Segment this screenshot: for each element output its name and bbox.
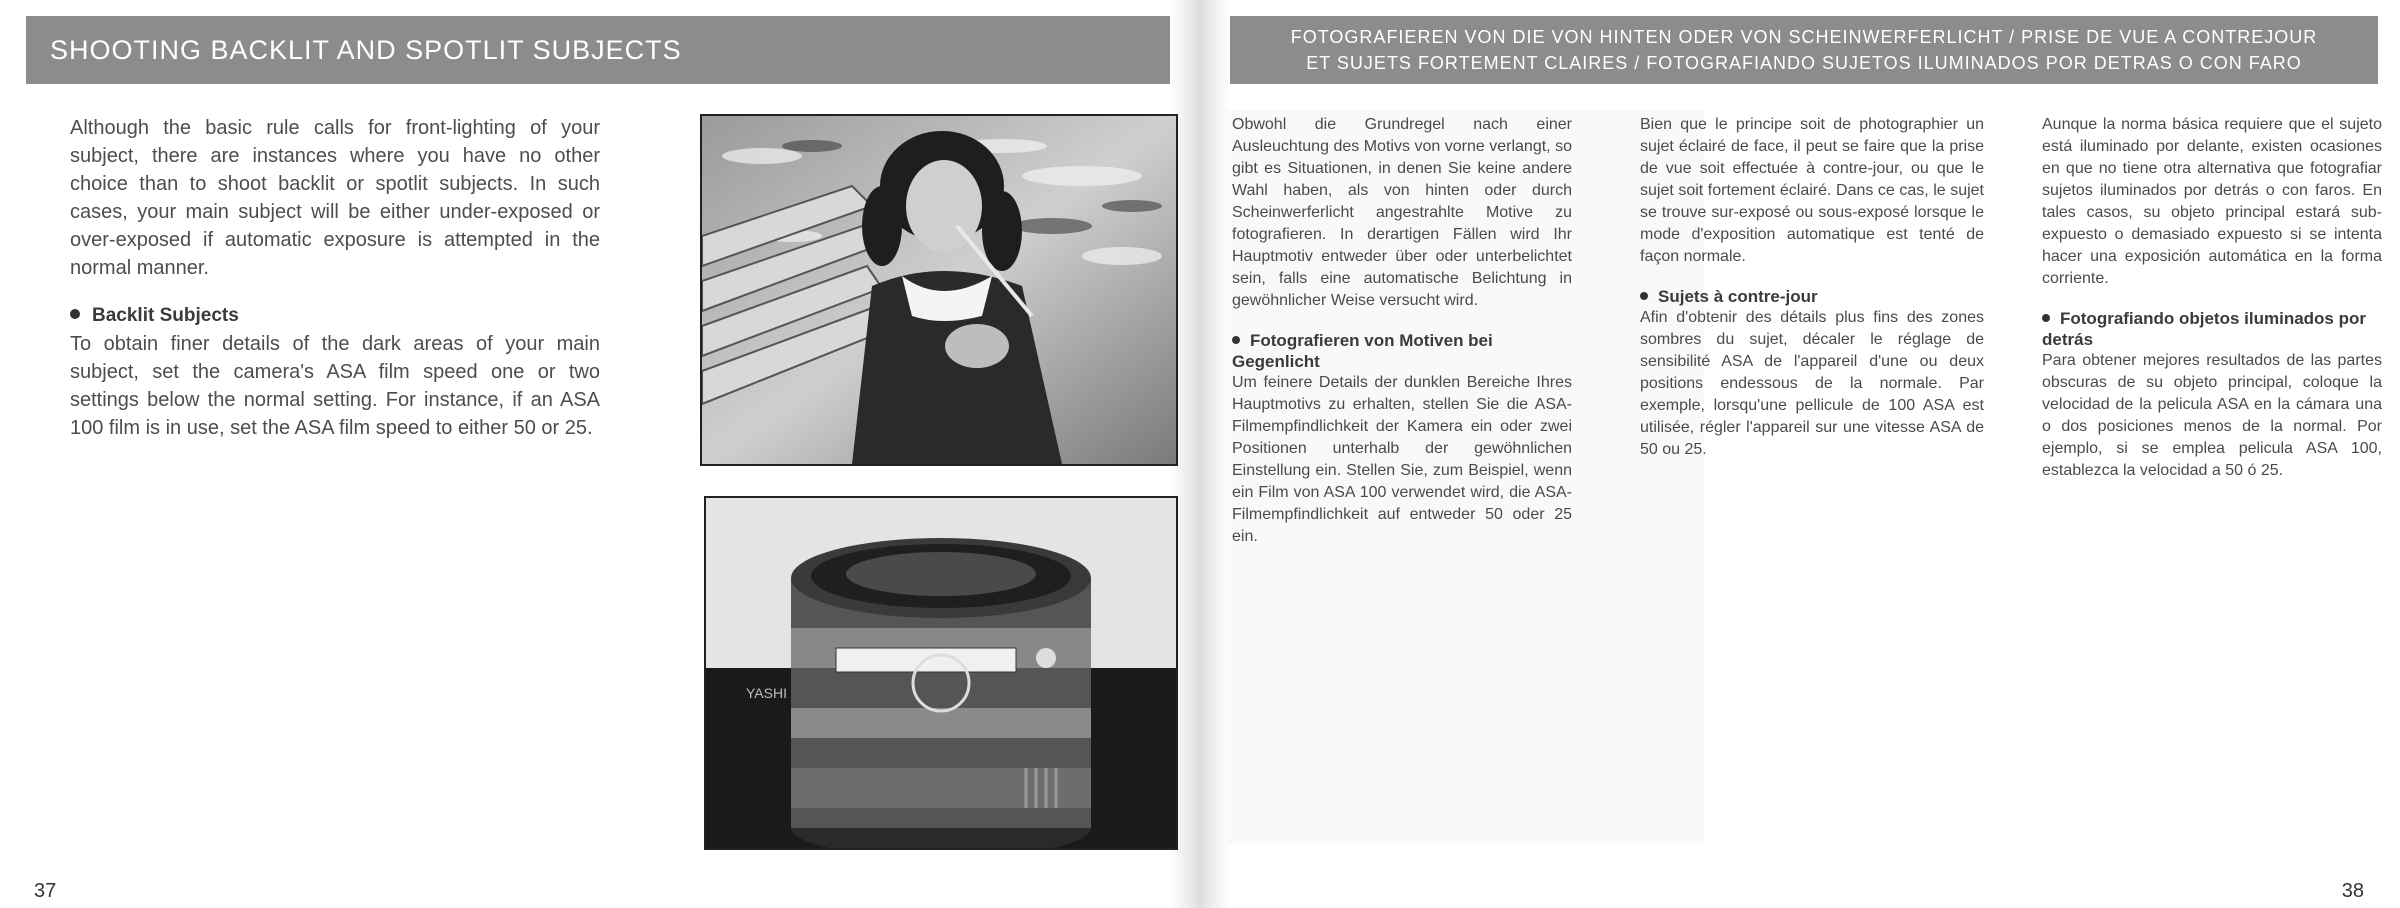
bullet-icon <box>1232 336 1240 344</box>
french-paragraph: Afin d'obtenir des détails plus fins des zones sombres du sujet, décaler le réglage de sensibilité ASA de l'appareil d'une ou deux positions endessous de la normale. Par exemple, lorsqu'une pellicule de 100 ASA est utilisée, régler l'appareil sur une vitesse ASA de 50 ou 25. <box>1640 309 1984 458</box>
lens-photo-illustration <box>706 498 1176 848</box>
backlit-heading-text: Backlit Subjects <box>92 305 239 326</box>
book-gutter <box>1170 0 1230 908</box>
backlit-subjects-heading <box>70 302 600 330</box>
right-banner-line-1: FOTOGRAFIEREN VON DIE VON HINTEN ODER VON SCHEINWERFERLICHT / PRISE DE VUE A CONTREJOUR <box>1290 27 2318 47</box>
page-number-right: 38 <box>2341 880 2364 902</box>
german-heading-text: Fotografieren von Motiven bei Gegenlicht <box>1232 331 1493 371</box>
spanish-column <box>2042 114 2382 500</box>
spanish-heading-text: Fotografiando objetos iluminados por detrás <box>2042 309 2366 349</box>
german-heading <box>1232 330 1572 372</box>
bullet-icon <box>2042 314 2050 322</box>
english-intro-paragraph: Although the basic rule calls for front-lighting of your subject, there are instances where you have no other choice than to shoot backlit or spotlit subjects. In such cases, your main subject will be either under-exposed or over-exposed if automatic exposure is attempted in the normal manner. <box>70 117 600 279</box>
backlit-paragraph: To obtain finer details of the dark areas of your main subject, set the camera's ASA film speed one or two settings below the normal setting. For instance, if an ASA 100 film is in use, set the ASA film speed to either 50 or 25. <box>70 333 600 439</box>
german-column <box>1232 114 1572 566</box>
french-heading-text: Sujets à contre-jour <box>1658 287 1818 306</box>
german-paragraph: Um feinere Details der dunklen Bereiche Ihres Hauptmotivs zu erhalten, stellen Sie die ASA-Filmempfindlichkeit der Kamera ein oder zwei Positionen unterhalb der gewöhnlichen Einstellung ein. Stellen Sie, zum Beispiel, wenn ein Film von ASA 100 verwendet wird, die ASA-Filmempfindlichkeit auf entweder 50 oder 25 ein. <box>1232 374 1572 545</box>
bullet-icon <box>70 309 80 319</box>
german-intro-paragraph: Obwohl die Grundregel nach einer Ausleuchtung des Motivs von vorne verlangt, so gibt es Situationen, in denen Sie keine andere Wahl haben, als von hinten oder durch Scheinwerferlicht angestrahlte Motive zu fotografieren. In derartigen Fällen wird Ihr Hauptmotiv entweder über oder unterbelichtet sein, falls eine automatische Belichtung in gewöhnlicher Weise versucht wird. <box>1232 116 1572 309</box>
left-banner-title: SHOOTING BACKLIT AND SPOTLIT SUBJECTS <box>26 16 1170 84</box>
lens-photo <box>704 496 1178 850</box>
french-heading <box>1640 286 1984 307</box>
portrait-photo-illustration <box>702 116 1176 464</box>
french-column <box>1640 114 1984 479</box>
spanish-paragraph: Para obtener mejores resultados de las partes obscuras de su objeto principal, coloque la velocidad de la pelicula ASA en la cámara una o dos posiciones menos de la normal. Por ejemplo, si se emplea pelicula ASA 100, establezca la velocidad a 50 ó 25. <box>2042 352 2382 479</box>
right-banner-title <box>1230 16 2378 84</box>
bullet-icon <box>1640 292 1648 300</box>
french-intro-paragraph: Bien que le principe soit de photographier un sujet éclairé de face, il peut se faire que la prise de vue soit effectuée à contre-jour, ou que le sujet soit fortement éclairé. Dans ce cas, le sujet se trouve sur-exposé ou sous-exposé lorsque le mode d'exposition automatique est tenté de façon normale. <box>1640 116 1984 265</box>
portrait-photo <box>700 114 1178 466</box>
lens-brand-text: YASHI <box>746 685 787 701</box>
spanish-intro-paragraph: Aunque la norma básica requiere que el sujeto está iluminado por delante, existen ocasiones en que no tiene otra alternativa que fotografiar sujetos iluminados por detrás o con faros. En tales casos, su objeto principal estará sub-expuesto o demasiado expuesto si se intenta hacer una exposición automática en la forma corriente. <box>2042 116 2382 287</box>
right-banner-line-2: ET SUJETS FORTEMENT CLAIRES / FOTOGRAFIANDO SUJETOS ILUMINADOS POR DETRAS O CON FARO <box>1306 53 2302 73</box>
spanish-heading <box>2042 308 2382 350</box>
english-body <box>70 114 600 462</box>
page-number-left: 37 <box>34 880 57 902</box>
